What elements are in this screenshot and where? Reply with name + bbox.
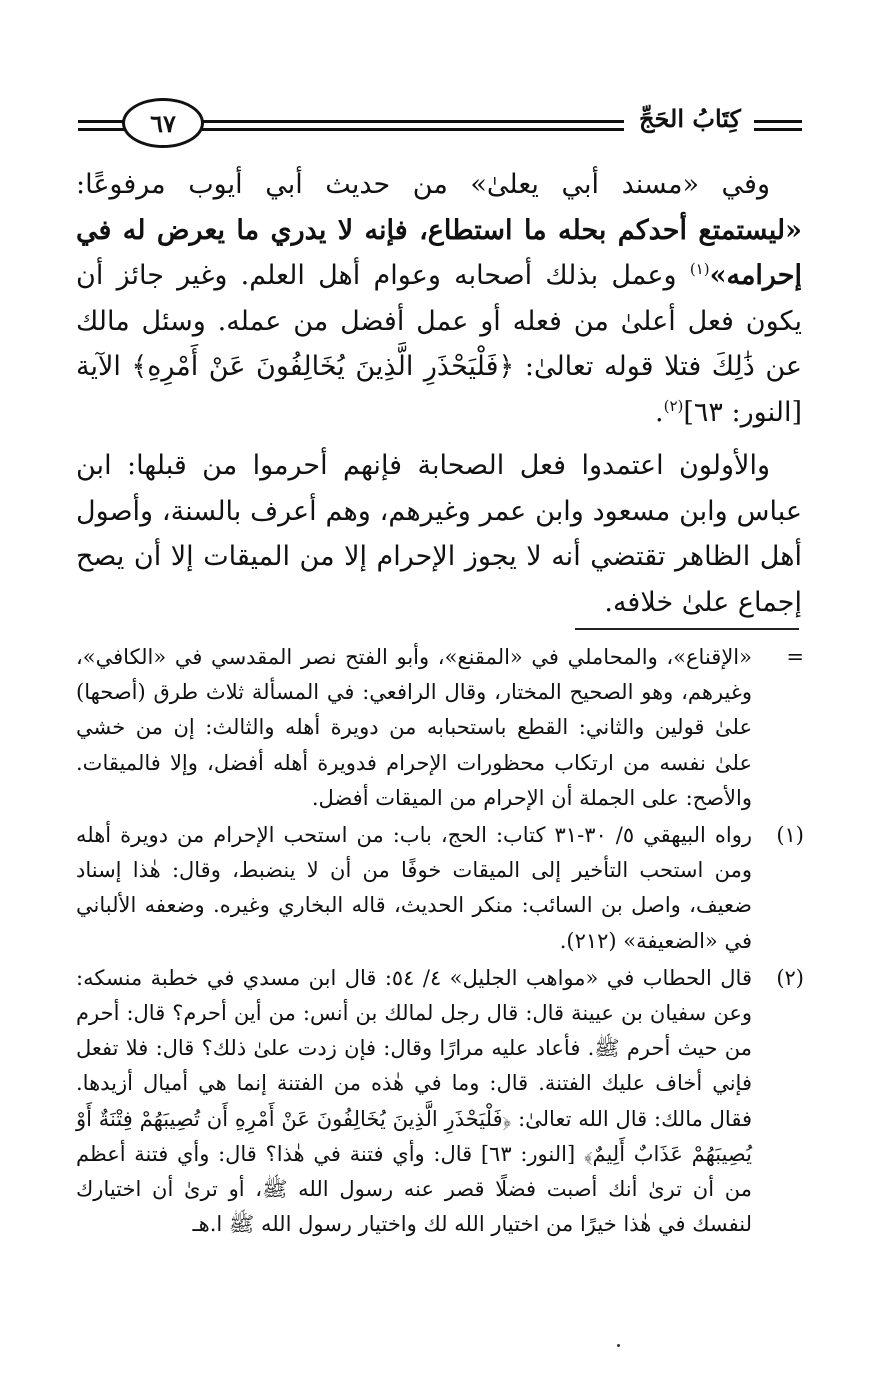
running-title: كِتَابُ الحَجِّ: [639, 104, 741, 133]
footnote-ref-1: (١): [689, 260, 710, 278]
print-speck: [617, 1344, 620, 1347]
footnote-ref-2: (٢): [663, 396, 684, 415]
paragraph-2: والأولون اعتمدوا فعل الصحابة فإنهم أحرموا من قبلها: ابن عباس وابن مسعود وابن عمر وغيرهم، وهم أعرف بالسنة، وأصول أهل الظاهر تقتضي أنه لا يجوز الإحرام إلا من الميقات إلا أن يصح إجماع علىٰ خلافه.: [76, 450, 802, 618]
footnote-text: رواه البيهقي ٥/ ٣٠-٣١ كتاب: الحج، باب: من استحب الإحرام من دويرة أهله ومن استحب التأخير إلى الميقات خوفًا من أن لا ينضبط، وقال: هٰذا إسناد ضعيف، واصل بن السائب: منكر الحديث، قاله البخاري وغيره. وضعفه الألباني في «الضعيفة» (٢١٢).: [76, 823, 752, 953]
footnote-marker: (١): [776, 823, 804, 848]
footnotes: [76, 640, 804, 1242]
header-rule: [196, 120, 624, 123]
header-rule: [196, 128, 624, 131]
footnote-2: [76, 961, 804, 1243]
footnote-continuation: [76, 640, 804, 816]
footnote-separator: [575, 628, 799, 630]
footnote-marker: =: [786, 645, 804, 669]
p1-text: وفي «مسند أبي يعلىٰ» من حديث أبي أيوب مرفوعًا:: [76, 169, 770, 200]
hadith-quote: «ليستمتع أحدكم بحله ما استطاع، فإنه لا يدري ما يعرض له في إحرامه»: [76, 214, 802, 291]
footnote-1: [76, 818, 804, 959]
header-rule: [754, 128, 802, 131]
page-number: ٦٧: [122, 98, 204, 148]
footnote-text: قال الحطاب في «مواهب الجليل» ٤/ ٥٤: قال ابن مسدي في خطبة منسكه: وعن سفيان بن عيينة قال: قال رجل لمالك بن أنس: من أين أحرم؟ قال: أحرم من حيث أحرم ﷺ. فأعاد عليه مرارًا وقال: فإن زدت علىٰ ذلك؟ قال: فلا تفعل فإني أخاف عليك الفتنة. قال: وما في هٰذه من الفتنة إنما هي أميال أزيدها. فقال مالك: قال الله تعالىٰ: ﴿فَلْيَحْذَرِ الَّذِينَ يُخَالِفُونَ عَنْ أَمْرِهِ أَن تُصِيبَهُمْ فِتْنَةٌ أَوْ يُصِيبَهُمْ عَذَابٌ أَلِيمٌ﴾ [النور: ٦٣] قال: وأي فتنة في هٰذا؟ قال: وأي فتنة أعظم من أن ترىٰ أنك أصبت فضلًا قصر عنه رسول الله ﷺ، أو ترىٰ أن اختيارك لنفسك في هٰذا خيرًا من اختيار الله لك واختيار رسول الله ﷺ ا.هـ: [76, 965, 752, 1237]
footnote-marker: (٢): [776, 965, 804, 990]
p1-end: .: [654, 396, 664, 428]
paragraph-1: [76, 162, 802, 435]
p1-text-cont: وعمل بذلك أصحابه وعوام أهل العلم. وغير جائز أن يكون فعل أعلىٰ من فعله أو عمل أفضل من عمله. وسئل مالك عن ذَٰلِكَ فتلا قوله تعالىٰ: ﴿فَلْيَحْذَرِ الَّذِينَ يُخَالِفُونَ عَنْ أَمْرِهِ﴾ الآية [النور: ٦٣]: [76, 260, 802, 428]
page-header: [78, 96, 802, 152]
main-text: [76, 162, 802, 625]
header-rule: [754, 120, 802, 123]
footnote-text: «الإقناع»، والمحاملي في «المقنع»، وأبو الفتح نصر المقدسي في «الكافي»، وغيرهم، وهو الصحيح المختار، وقال الرافعي: في المسألة ثلاث طرق (أصحها) علىٰ قولين والثاني: القطع باستحبابه من دويرة أهله والثالث: إن من خشي علىٰ نفسه من ارتكاب محظورات الإحرام فدويرة أهله أفضل، وإلا فالميقات. والأصح: على الجملة أن الإحرام من الميقات أفضل.: [76, 645, 752, 810]
